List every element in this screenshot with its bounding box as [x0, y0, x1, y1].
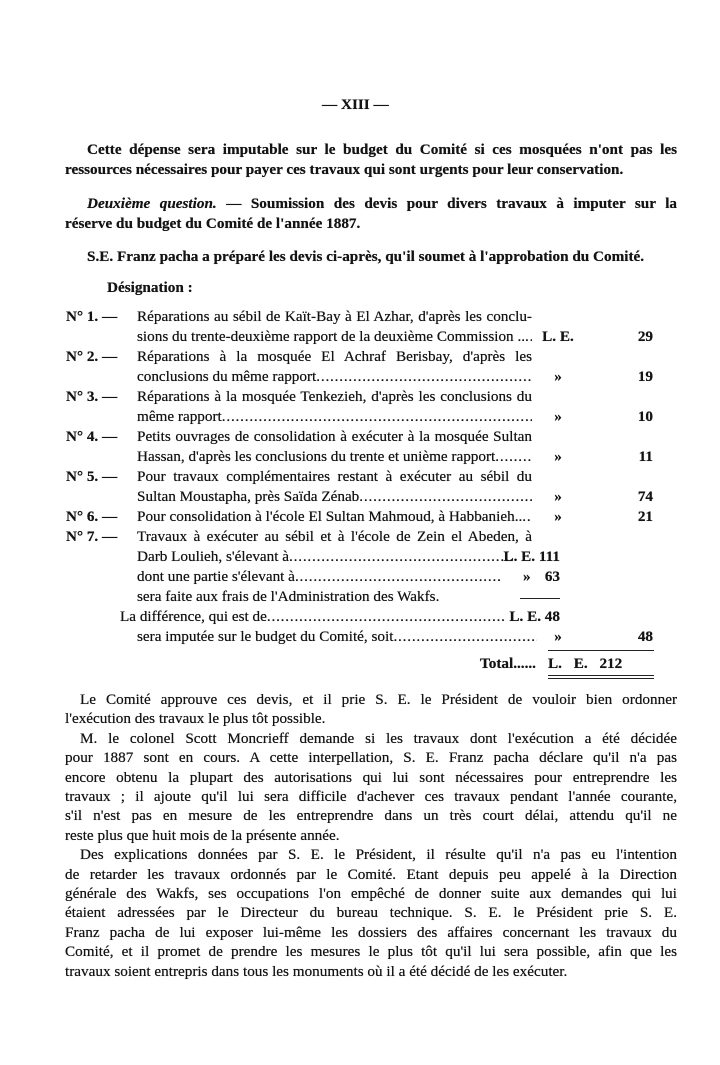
section-heading: Deuxième question. [87, 195, 217, 212]
total-double-rule [548, 678, 654, 679]
item-text: sera faite aux frais de l'Administration des Wakfs. [137, 588, 440, 605]
item-number: N° 7. — [66, 528, 118, 545]
currency-label: » [554, 408, 562, 425]
currency-label: L. E. [542, 328, 574, 345]
item-text: Petits ouvrages de consolidation à exécuter à la mosquée Sultan [137, 428, 532, 445]
paragraph-line: Des explications données par S. E. le Président, il résulte qu'il n'a pas eu l'intention [80, 846, 677, 864]
paragraph-line: l'exécution des travaux le plus tôt possible. [65, 710, 326, 728]
total-value [548, 655, 654, 673]
item-text [137, 508, 532, 526]
paragraph-line: pour 1887 sont en cours. A cette interpellation, S. E. Franz pacha déclare qu'il n'a pas [65, 749, 677, 767]
item-text-line: Hassan, d'après les conclusions du trente et unième rapport [137, 448, 496, 465]
paragraph-line: M. le colonel Scott Moncrieff demande si les travaux dont l'exécution a été décidée [80, 729, 677, 747]
item-amount: 48 [637, 628, 653, 645]
item-text [137, 328, 532, 346]
item-text-line: même rapport [137, 408, 222, 425]
item-text: Réparations à la mosquée Tenkezieh, d'après les conclusions du [137, 388, 532, 405]
item-text-line: sions du trente-deuxième rapport de la deuxième Commission .. [137, 328, 526, 345]
paragraph-line: travaux ; il ajoute qu'il lui sera difficile d'achever ces travaux pendant l'année courante, [65, 788, 677, 805]
item-text [137, 568, 502, 586]
item-subtotal: 63 [544, 568, 560, 585]
paragraph-line: Franz pacha de lui exposer lui-même les dossiers des affaires concernant les travaux du [65, 923, 677, 941]
item-text [120, 608, 505, 626]
paragraph-line: Le Comité approuve ces devis, et il prie S. E. le Président de vouloir bien ordonner [80, 691, 677, 708]
item-subtotal: L. E. 48 [509, 608, 560, 625]
currency-label: » [554, 368, 562, 385]
item-amount: 29 [637, 328, 653, 345]
paragraph-line: Comité, et il promet de prendre les mesures le plus tôt qu'il lui sera possible, afin que les [65, 943, 677, 961]
paragraph-line: encore obtenu la plupart des autorisations qui lui sont nécessaires pour entreprendre les [65, 768, 677, 786]
item-text [137, 548, 515, 566]
item-text-line: Darb Loulieh, s'élevant à [137, 548, 290, 565]
ditto-mark: » [523, 568, 531, 585]
item-number: N° 5. — [66, 468, 118, 485]
item-text: Pour travaux complémentaires restant à exécuter au sébil du [137, 468, 532, 485]
paragraph-line: étaient adressées par le Directeur du bureau technique. S. E. le Président prie S. E. [65, 904, 677, 922]
total-amount: L. E. 212 [548, 655, 623, 672]
item-text [137, 488, 532, 506]
intro-p1-line: ressources nécessaires pour payer ces travaux qui sont urgents pour leur conservation. [65, 161, 624, 178]
total-double-rule [548, 675, 654, 676]
designation-label: Désignation : [107, 279, 193, 296]
intro-p1-line: Cette dépense sera imputable sur le budget du Comité si ces mosquées n'ont pas les [87, 141, 677, 158]
section-heading-text: — Soumission des devis pour divers travaux à imputer sur la [226, 195, 677, 212]
item-text [137, 368, 532, 386]
ditto-mark: » [554, 628, 562, 645]
page-number: — XIII — [322, 96, 389, 113]
item-text: Réparations au sébil de Kaït-Bay à El Azhar, d'après les conclu- [137, 308, 532, 325]
item-text-line: sera imputée sur le budget du Comité, soit [137, 628, 394, 645]
paragraph-line: reste plus que huit mois de la présente année. [65, 826, 340, 844]
total-label: Total...... [480, 655, 536, 672]
item-amount: 11 [638, 448, 653, 465]
item-number: N° 3. — [66, 388, 118, 405]
total-rule [548, 650, 654, 651]
item-text-line: La différence, qui est de [120, 608, 267, 625]
intro-p2-line [87, 195, 677, 213]
currency-label: » [554, 508, 562, 525]
intro-p3: S.E. Franz pacha a préparé les devis ci-après, qu'il soumet à l'approbation du Comité. [87, 248, 645, 265]
item-text-line: dont une partie s'élevant à [137, 568, 295, 585]
item-text: Travaux à exécuter au sébil et à l'école de Zein el Abeden, à [137, 528, 532, 545]
currency-label: » [554, 488, 562, 505]
item-text [137, 448, 532, 466]
item-amount: 19 [637, 368, 653, 385]
item-amount: 21 [637, 508, 653, 525]
item-text [137, 408, 532, 426]
item-text: Réparations à la mosquée El Achraf Berisbay, d'après les [137, 348, 532, 365]
paragraph-line: de retarder les travaux ordonnés par le Comité. Etant depuis peu appelé à la Direction [65, 865, 677, 883]
item-number: N° 4. — [66, 428, 118, 445]
item-text-line: conclusions du même rapport [137, 368, 317, 385]
item-subtotal: L. E. 111 [503, 548, 560, 565]
item-text-line: Sultan Moustapha, près Saïda Zénab [137, 488, 360, 505]
paragraph-line: s'il n'est pas en mesure de les entreprendre dans un très court délai, attendu qu'il ne [65, 807, 677, 825]
intro-p2-line: réserve du budget du Comité de l'année 1887. [65, 215, 361, 232]
item-number: N° 1. — [66, 308, 118, 325]
item-number: N° 6. — [66, 508, 118, 525]
paragraph-line: travaux soient entrepris dans tous les monuments où il a été décidé de les exécuter. [65, 962, 568, 980]
item-amount: 10 [637, 408, 653, 425]
subtraction-rule [520, 598, 560, 599]
item-amount: 74 [637, 488, 653, 505]
currency-label: » [554, 448, 562, 465]
item-text [137, 628, 537, 646]
item-text-line: Pour consolidation à l'école El Sultan Mahmoud, à Habbanieh.. [137, 508, 523, 525]
item-number: N° 2. — [66, 348, 118, 365]
paragraph-line: générale des Wakfs, ses occupations l'on empêché de donner suite aux demandes qui lui [65, 885, 677, 902]
